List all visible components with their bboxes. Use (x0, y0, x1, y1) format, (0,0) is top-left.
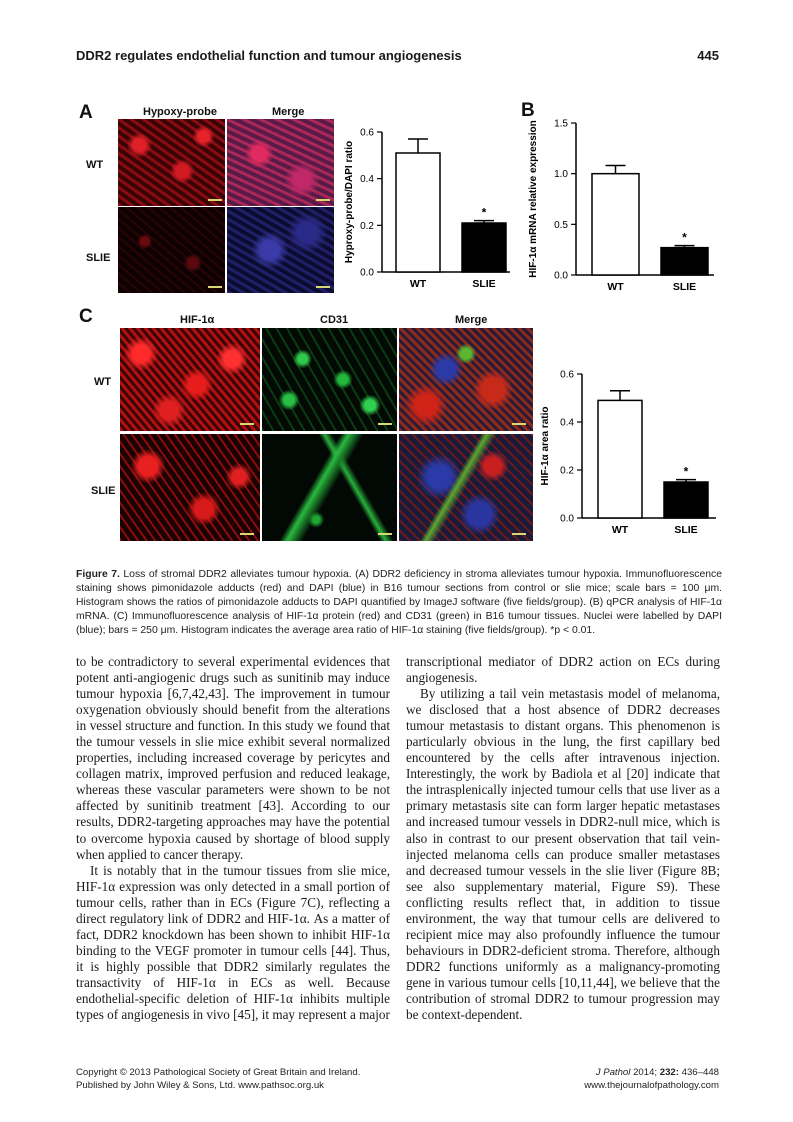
y-tick-label: 0.4 (560, 417, 574, 429)
scale-bar (316, 286, 330, 288)
chart-c-hif1a-area (536, 364, 716, 554)
paragraph: By utilizing a tail vein metastasis model of melanoma, we disclosed that a host absence of DDR2 decreases tumour metastasis to distant organs. This phenomenon is particularly obvious in the lung, the first capillary bed encountered by the cells after intravenous injection. Interestingly, the work by Badiola et al [20] indicate that the intrasplenically injected tumour cells that use liver as a primary metastasis site can form larger hepatic metastases and increased tumour vessels in DDR2-null mice, which is also in contrast to our present observation that tail vein-injected melanoma cells can produce smaller metastases and decreased tumour vessels in the slie liver (Figure 8B; see also supplementary material, Figure S9). These conflicting results reflect that, in addition to tissue environment, the way that tumour cells are delivered to recipient mice may also profoundly influence the tumour behaviours in DDR2-deficient stroma. Therefore, although DDR2 functions uniformly as a malignancy-promoting gene in various tumour cells [10,11,44], we believe that the contribution of stromal DDR2 to tumour progression may be context-dependent. (406, 686, 720, 1023)
footer-copyright (76, 1066, 360, 1092)
x-tick-label: WT (409, 278, 427, 290)
paragraph: transcriptional mediator of DDR2 action on ECs during angiogenesis. (406, 654, 720, 686)
micrograph-c-slie-hif (120, 434, 260, 541)
panel-c-col-label-cd31: CD31 (320, 314, 349, 326)
running-header (76, 48, 719, 66)
body-column-left (76, 654, 390, 1023)
footer-citation (584, 1066, 719, 1092)
y-axis-label: HIF-1α area ratio (540, 406, 551, 486)
bar (396, 153, 440, 272)
copyright-line: Copyright © 2013 Pathological Society of Great Britain and Ireland. (76, 1067, 361, 1078)
y-axis-label: HIF-1α mRNA relative expression (528, 120, 539, 278)
panel-letter-b: B (521, 100, 535, 121)
panel-c-col-label-hif: HIF-1α (180, 314, 215, 326)
panel-letter-a: A (79, 102, 93, 123)
y-tick-label: 0.5 (554, 219, 568, 231)
y-tick-label: 0.4 (360, 174, 374, 186)
x-tick-label: WT (607, 281, 624, 293)
panel-a-col-label-probe: Hypoxy-probe (143, 106, 217, 118)
panel-c-col-label-merge: Merge (455, 314, 488, 326)
micrograph-c-slie-merge (399, 434, 533, 541)
paragraph: It is notably that in the tumour tissues from slie mice, HIF-1α expression was only detected in a small portion of tumour cells, rather than in ECs (Figure 7C), reflecting a direct regulatory link of DDR2 and HIF-1α. As a matter of fact, DDR2 knockdown has been shown to inhibit HIF-1α binding to the VEGF promoter in tumour cells [44]. Thus, it is highly possible that DDR2 similarly regulates the transactivity of HIF-1α in ECs as well. Because endothelial-specific deletion of HIF-1α inhibits multiple types of angiogenesis in vivo [45], it may represent a major (76, 862, 390, 1023)
citation-volume: 232: (659, 1067, 679, 1078)
paragraph: to be contradictory to several experimental evidences that potent anti-angiogenic drugs such as sunitinib may induce tumour hypoxia [6,7,42,43]. The improvement in tumour oxygenation obviously should benefit from the alterations in vessel structure and function. In this study we found that the tumour vessels in slie mice exhibit several normalized properties, including increased coverage by pericytes and collagen matrix, improved perfusion and reduced leakage, whereas these vascular parameters were shown to be not affected by sunitinib treatment [43]. According to our results, DDR2-targeting approaches may have the potential to overcome hypoxia caused by shortage of blood supply when applied to cancer therapy. (76, 654, 390, 862)
micrograph-c-wt-merge (399, 328, 533, 431)
micrograph-c-wt-hif (120, 328, 260, 431)
scale-bar (512, 533, 526, 535)
publisher-line: Published by John Wiley & Sons, Ltd. www.pathsoc.org.uk (76, 1080, 324, 1091)
page-number: 445 (697, 48, 719, 63)
scale-bar (208, 199, 222, 201)
scale-bar (378, 533, 392, 535)
scale-bar (512, 423, 526, 425)
body-column-right (406, 654, 720, 1023)
citation-year: 2014; (633, 1067, 658, 1078)
y-tick-label: 1.5 (554, 118, 568, 130)
y-tick-label: 0.2 (560, 465, 574, 477)
x-tick-label: WT (611, 524, 629, 536)
micrograph-a-slie-merge (227, 207, 334, 293)
figure-caption (76, 568, 722, 638)
y-tick-label: 0.0 (560, 513, 574, 525)
journal-name: J Pathol (595, 1067, 631, 1078)
bar (592, 174, 639, 275)
y-tick-label: 0.6 (560, 369, 574, 381)
scale-bar (240, 533, 254, 535)
bar (598, 400, 642, 518)
x-tick-label: SLIE (674, 524, 698, 536)
y-axis-label: Hyproxy-probe/DAPI ratio (344, 140, 355, 264)
bar (661, 248, 708, 275)
caption-text: Loss of stromal DDR2 alleviates tumour hypoxia. (A) DDR2 deficiency in stroma alleviates tumour hypoxia. Immunofluorescence staining shows pimonidazole adducts (red) and DAPI (blue) in B16 tumour sections from control or slie mice; scale bars = 100 μm. Histogram shows the ratios of pimonidazole adducts to DAPI quantified by ImageJ software (five fields/group). (B) qPCR analysis of HIF-1α mRNA. (C) Immunofluorescence analysis of HIF-1α protein (red) and CD31 (green) in B16 tumour tissues. Nuclei were labelled by DAPI (blue); bars = 250 μm. Histogram indicates the average area ratio of HIF-1α staining (five fields/group). *p < 0.01. (76, 569, 723, 636)
y-tick-label: 0.6 (360, 127, 374, 139)
journal-website: www.thejournalofpathology.com (584, 1080, 719, 1091)
significance-marker: * (682, 230, 687, 245)
scale-bar (240, 423, 254, 425)
bar (664, 482, 708, 518)
bar (462, 223, 506, 272)
panel-a-row-label-wt: WT (86, 159, 104, 171)
x-tick-label: SLIE (472, 278, 496, 290)
panel-a-col-label-merge: Merge (272, 106, 305, 118)
significance-marker: * (683, 464, 689, 479)
x-tick-label: SLIE (672, 281, 697, 293)
micrograph-a-slie-probe (118, 207, 225, 293)
panel-a-row-label-slie: SLIE (86, 252, 111, 264)
chart-a-hypoxy-probe-ratio (340, 112, 510, 298)
panel-c-row-label-slie: SLIE (91, 485, 116, 497)
y-tick-label: 0.0 (360, 267, 374, 279)
micrograph-c-wt-cd31 (262, 328, 397, 431)
figure-label: Figure 7. (76, 569, 120, 580)
scale-bar (316, 199, 330, 201)
running-title: DDR2 regulates endothelial function and tumour angiogenesis (76, 48, 462, 63)
scale-bar (208, 286, 222, 288)
scale-bar (378, 423, 392, 425)
chart-b-hif1a-mrna (524, 112, 714, 298)
y-tick-label: 0.0 (554, 270, 568, 282)
significance-marker: * (481, 205, 487, 220)
citation-line (584, 1066, 719, 1079)
micrograph-a-wt-merge (227, 119, 334, 206)
micrograph-a-wt-probe (118, 119, 225, 206)
panel-c-row-label-wt: WT (94, 376, 112, 388)
y-tick-label: 0.2 (360, 220, 374, 232)
citation-pages: 436–448 (681, 1067, 719, 1078)
y-tick-label: 1.0 (554, 169, 568, 181)
micrograph-c-slie-cd31 (262, 434, 397, 541)
panel-letter-c: C (79, 306, 93, 327)
